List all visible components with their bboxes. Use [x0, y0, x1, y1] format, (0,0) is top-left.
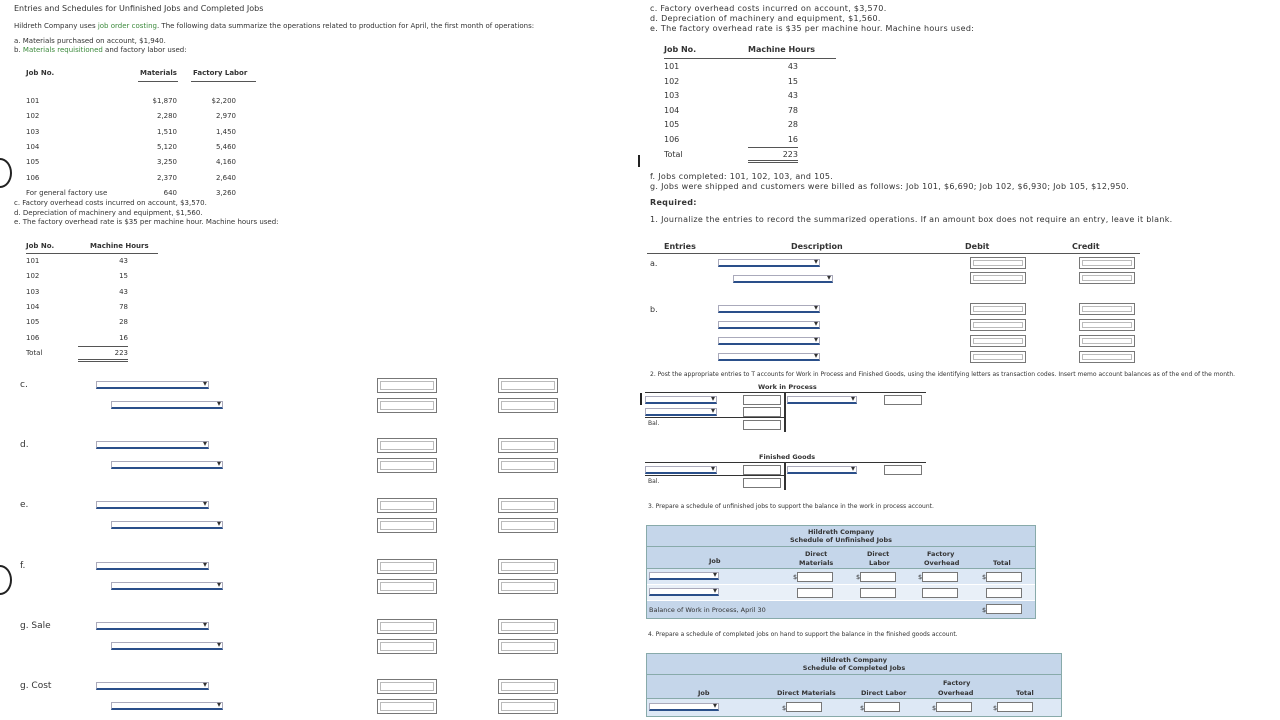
- table-row: [26, 257, 158, 267]
- cell-materials: 5,120: [156, 142, 177, 151]
- cell-job: 102: [664, 76, 680, 86]
- uj-col-dl-2: Labor: [869, 559, 890, 567]
- cell-job: 104: [26, 302, 40, 311]
- table-row: [26, 189, 256, 199]
- right-item-f: f. Jobs completed: 101, 102, 103, and 105.: [650, 172, 834, 181]
- total-row: [26, 349, 158, 359]
- debit-amount-input[interactable]: [377, 398, 437, 413]
- item-b-post: and factory labor used:: [102, 46, 187, 54]
- cell-job: 105: [26, 158, 40, 167]
- right-machine-hours-table: [664, 45, 836, 159]
- credit-amount-input[interactable]: [498, 498, 558, 513]
- entry-b-account-select-1[interactable]: [718, 305, 820, 313]
- uj-dollar: $: [982, 573, 987, 581]
- entry-label-1: d.: [20, 440, 29, 451]
- cell-hours: 43: [787, 91, 798, 101]
- credit-amount-input[interactable]: [498, 559, 558, 574]
- col-factory-labor: Factory Labor: [193, 69, 248, 77]
- debit-amount-input[interactable]: [377, 518, 437, 533]
- wip-debit-code-select-2[interactable]: [645, 408, 717, 416]
- intro-text: [14, 22, 534, 30]
- uj-total-input-1[interactable]: [986, 572, 1022, 582]
- entry-b-account-select-3[interactable]: [718, 337, 820, 345]
- table-row: [664, 135, 836, 145]
- entry-b-debit-input-1[interactable]: [970, 303, 1026, 315]
- table-row: [664, 62, 836, 72]
- left-edge-circle-icon: [0, 565, 12, 595]
- fg-balance-input[interactable]: [743, 478, 781, 488]
- job-order-costing-link[interactable]: job order costing: [97, 22, 157, 30]
- debit-account-select[interactable]: [96, 682, 209, 690]
- debit-amount-input[interactable]: [377, 679, 437, 694]
- entry-b-account-select-4[interactable]: [718, 353, 820, 361]
- divider-mark: [640, 393, 642, 405]
- cj-job-select-1[interactable]: [649, 703, 719, 711]
- cell-job: 103: [26, 127, 40, 136]
- debit-amount-input[interactable]: [377, 639, 437, 654]
- cell-factory-labor: 1,450: [215, 127, 236, 136]
- fg-debit-code-select[interactable]: [645, 466, 717, 474]
- uj-company: Hildreth Company: [807, 528, 875, 536]
- cell-factory-labor: 2,640: [215, 173, 236, 182]
- cell-job: 101: [664, 62, 680, 71]
- journal-col-credit: Credit: [1072, 242, 1100, 251]
- credit-amount-input[interactable]: [498, 679, 558, 694]
- entry-a-credit-debit-input[interactable]: [970, 272, 1026, 284]
- right-item-g: g. Jobs were shipped and customers were billed as follows: Job 101, $6,690; Job 102, $6,930; Job 105, $12,950.: [650, 182, 1130, 191]
- cell-job: 105: [664, 120, 680, 130]
- requirement-1: 1. Journalize the entries to record the summarized operations. If an amount box does not require an entry, leave it blank.: [650, 215, 1173, 224]
- credit-amount-input[interactable]: [498, 579, 558, 594]
- table-row: [26, 272, 158, 282]
- total-label: Total: [26, 348, 43, 357]
- debit-account-select[interactable]: [96, 622, 209, 630]
- cell-job: 102: [26, 272, 40, 281]
- left-item-e: e. The factory overhead rate is $35 per machine hour. Machine hours used:: [14, 218, 279, 226]
- left-machine-hours-table: [26, 242, 158, 357]
- credit-amount-input[interactable]: [498, 619, 558, 634]
- cell-factory-labor: 4,160: [215, 158, 236, 167]
- item-b-pre: b.: [14, 46, 23, 54]
- debit-amount-input[interactable]: [377, 438, 437, 453]
- cell-hours: 28: [787, 120, 798, 130]
- cell-job: 102: [26, 112, 40, 121]
- divider-mark: [638, 155, 640, 167]
- entry-a-debit-account-select[interactable]: [718, 259, 820, 267]
- cj-dl-input-1[interactable]: [864, 702, 900, 712]
- entry-label-4: g. Sale: [20, 620, 51, 631]
- credit-amount-input[interactable]: [498, 438, 558, 453]
- left-edge-circle-icon: [0, 158, 12, 188]
- cell-hours: 15: [119, 272, 128, 281]
- credit-account-select[interactable]: [111, 642, 223, 650]
- debit-amount-input[interactable]: [377, 699, 437, 714]
- cell-job: For general factory use: [26, 188, 108, 197]
- materials-table: [26, 69, 256, 197]
- entry-b-debit-input-3[interactable]: [970, 335, 1026, 347]
- table-row: [26, 158, 256, 168]
- credit-amount-input[interactable]: [498, 398, 558, 413]
- cell-job: 101: [26, 97, 40, 105]
- table-row: [26, 334, 158, 344]
- cell-job: 104: [664, 105, 680, 115]
- fg-title: Finished Goods: [759, 453, 816, 461]
- fg-bal-label: Bal.: [648, 478, 660, 485]
- entry-b-credit-input-4[interactable]: [1079, 351, 1135, 363]
- journal-col-description: Description: [791, 242, 843, 251]
- uj-col-dm-2: Materials: [799, 559, 834, 567]
- table-row: [26, 97, 256, 107]
- entry-label-a: a.: [650, 259, 658, 268]
- debit-amount-input[interactable]: [377, 559, 437, 574]
- credit-account-select[interactable]: [111, 401, 223, 409]
- fg-credit-amount-input[interactable]: [884, 465, 922, 475]
- requirement-3: 3. Prepare a schedule of unfinished jobs to support the balance in the work in process account.: [648, 503, 934, 510]
- credit-account-select[interactable]: [111, 582, 223, 590]
- uj-balance-label: Balance of Work in Process, April 30: [649, 606, 766, 614]
- cell-materials: 2,280: [156, 112, 177, 121]
- cj-fo-input-1[interactable]: [936, 702, 972, 712]
- cj-title: Schedule of Completed Jobs: [802, 664, 906, 672]
- page-title: Entries and Schedules for Unfinished Jobs and Completed Jobs: [14, 4, 264, 13]
- journal-col-entries: Entries: [664, 242, 696, 251]
- entry-label-2: e.: [20, 500, 29, 511]
- wip-title: Work in Process: [758, 383, 817, 391]
- cj-dollar: $: [782, 704, 787, 712]
- entry-b-debit-input-4[interactable]: [970, 351, 1026, 363]
- entry-b-account-select-2[interactable]: [718, 321, 820, 329]
- entry-label-b: b.: [650, 305, 658, 314]
- debit-account-select[interactable]: [96, 501, 209, 509]
- cell-factory-labor: $2,200: [211, 97, 236, 105]
- table-row: [26, 174, 256, 184]
- cell-job: 106: [26, 173, 40, 182]
- cj-dollar: $: [860, 704, 865, 712]
- cell-hours: 16: [787, 135, 798, 144]
- cell-factory-labor: 3,260: [215, 188, 236, 197]
- cell-materials: 3,250: [156, 158, 177, 167]
- table-row: [26, 318, 158, 328]
- uj-dollar: $: [982, 606, 987, 614]
- left-item-d: d. Depreciation of machinery and equipment, $1,560.: [14, 209, 203, 217]
- uj-total-input-2[interactable]: [986, 588, 1022, 598]
- entry-b-debit-input-2[interactable]: [970, 319, 1026, 331]
- requirement-4: 4. Prepare a schedule of completed jobs on hand to support the balance in the finished goods account.: [648, 631, 958, 638]
- cell-job: 103: [26, 287, 40, 296]
- cell-hours: 78: [119, 302, 128, 311]
- entry-label-0: c.: [20, 380, 28, 390]
- table-row: [26, 288, 158, 298]
- right-item-c: c. Factory overhead costs incurred on account, $3,570.: [650, 4, 887, 13]
- fg-debit-amount-input[interactable]: [743, 465, 781, 475]
- entry-b-credit-input-1[interactable]: [1079, 303, 1135, 315]
- uj-dm-input-1[interactable]: [797, 572, 833, 582]
- materials-requisitioned-link[interactable]: Materials requisitioned: [22, 46, 103, 54]
- credit-amount-input[interactable]: [498, 518, 558, 533]
- entry-b-credit-input-3[interactable]: [1079, 335, 1135, 347]
- table-row: [26, 303, 158, 313]
- total-hours: 223: [782, 149, 798, 159]
- uj-dl-input-2[interactable]: [860, 588, 896, 598]
- entry-label-3: f.: [20, 560, 26, 571]
- col-job-no: Job No.: [26, 69, 55, 77]
- cell-materials: 640: [163, 188, 177, 197]
- wip-debit-amount-input-2[interactable]: [743, 407, 781, 417]
- table-row: [664, 77, 836, 87]
- uj-col-fo-1: Factory: [927, 550, 955, 558]
- requirement-2: 2. Post the appropriate entries to T accounts for Work in Process and Finished Goods, using the identifying letters as transaction codes. Insert memo account balances as of the end of the month.: [650, 371, 1236, 378]
- cj-col-fo-2: Overhead: [938, 689, 974, 697]
- table-row: [26, 112, 256, 122]
- uj-job-select-1[interactable]: [649, 572, 719, 580]
- intro-post: . The following data summarize the operations related to production for April, the first month of operations:: [156, 22, 535, 30]
- cell-materials: 2,370: [156, 173, 177, 182]
- credit-amount-input[interactable]: [498, 378, 558, 393]
- col-materials: Materials: [140, 69, 177, 77]
- debit-amount-input[interactable]: [377, 498, 437, 513]
- credit-amount-input[interactable]: [498, 639, 558, 654]
- uj-job-select-2[interactable]: [649, 588, 719, 596]
- uj-dollar: $: [793, 573, 798, 581]
- intro-pre: Hildreth Company uses: [14, 22, 98, 30]
- cj-dollar: $: [993, 704, 998, 712]
- credit-amount-input[interactable]: [498, 699, 558, 714]
- uj-dl-input-1[interactable]: [860, 572, 896, 582]
- cj-col-fo-1: Factory: [943, 679, 971, 687]
- wip-credit-amount-input[interactable]: [884, 395, 922, 405]
- fg-credit-code-select[interactable]: [787, 466, 857, 474]
- cj-col-total: Total: [1016, 689, 1034, 697]
- entry-a-credit-input[interactable]: [1079, 272, 1135, 284]
- cell-job: 101: [26, 257, 40, 265]
- uj-col-fo-2: Overhead: [924, 559, 960, 567]
- uj-col-total: Total: [993, 559, 1011, 567]
- cell-materials: 1,510: [156, 127, 177, 136]
- cell-job: 105: [26, 318, 40, 327]
- uj-title: Schedule of Unfinished Jobs: [789, 536, 893, 544]
- rmh-col-job: Job No.: [664, 45, 697, 54]
- cell-factory-labor: 5,460: [215, 142, 236, 151]
- uj-col-dm-1: Direct: [805, 550, 828, 558]
- entry-a-debit-input[interactable]: [970, 257, 1026, 269]
- table-row: [664, 106, 836, 116]
- cj-col-job: Job: [698, 689, 710, 697]
- cell-job: 106: [664, 135, 680, 144]
- debit-amount-input[interactable]: [377, 619, 437, 634]
- uj-fo-input-2[interactable]: [922, 588, 958, 598]
- wip-debit-amount-input[interactable]: [743, 395, 781, 405]
- item-b: [14, 46, 187, 54]
- entry-a-credit-account-select[interactable]: [733, 275, 833, 283]
- right-item-e: e. The factory overhead rate is $35 per machine hour. Machine hours used:: [650, 24, 975, 33]
- debit-account-select[interactable]: [96, 381, 209, 389]
- debit-amount-input[interactable]: [377, 378, 437, 393]
- table-row: [664, 91, 836, 101]
- rmh-col-hours: Machine Hours: [748, 45, 816, 54]
- cell-hours: 16: [119, 333, 128, 342]
- required-heading: Required:: [650, 198, 697, 207]
- debit-account-select[interactable]: [96, 562, 209, 570]
- cell-factory-labor: 2,970: [215, 112, 236, 121]
- total-label: Total: [664, 149, 683, 159]
- uj-balance-input[interactable]: [986, 604, 1022, 614]
- debit-amount-input[interactable]: [377, 579, 437, 594]
- cell-hours: 28: [119, 318, 128, 327]
- cj-total-input-1[interactable]: [997, 702, 1033, 712]
- uj-dollar: $: [856, 573, 861, 581]
- cell-job: 103: [664, 91, 680, 101]
- credit-account-select[interactable]: [111, 521, 223, 529]
- wip-credit-code-select[interactable]: [787, 396, 857, 404]
- wip-debit-code-select[interactable]: [645, 396, 717, 404]
- completed-jobs-schedule: [646, 653, 1062, 717]
- uj-fo-input-1[interactable]: [922, 572, 958, 582]
- wip-balance-input[interactable]: [743, 420, 781, 430]
- uj-col-job: Job: [709, 557, 721, 565]
- right-item-d: d. Depreciation of machinery and equipment, $1,560.: [650, 14, 881, 23]
- credit-account-select[interactable]: [111, 702, 223, 710]
- cell-hours: 15: [787, 76, 798, 86]
- cell-hours: 43: [787, 62, 798, 71]
- journal-col-debit: Debit: [965, 242, 990, 251]
- table-row: [26, 128, 256, 138]
- total-hours: 223: [114, 348, 128, 357]
- cell-hours: 78: [787, 105, 798, 115]
- entry-b-credit-input-2[interactable]: [1079, 319, 1135, 331]
- uj-col-dl-1: Direct: [867, 550, 890, 558]
- table-row: [664, 120, 836, 130]
- cj-dm-input-1[interactable]: [786, 702, 822, 712]
- cj-col-dl: Direct Labor: [861, 689, 907, 697]
- debit-amount-input[interactable]: [377, 458, 437, 473]
- cj-col-dm: Direct Materials: [777, 689, 836, 697]
- mh-col-job: Job No.: [26, 242, 55, 250]
- credit-amount-input[interactable]: [498, 458, 558, 473]
- total-row: [664, 150, 836, 160]
- cell-job: 106: [26, 333, 40, 342]
- cell-materials: $1,870: [152, 97, 177, 105]
- uj-dm-input-2[interactable]: [797, 588, 833, 598]
- credit-account-select[interactable]: [111, 461, 223, 469]
- item-a: a. Materials purchased on account, $1,940.: [14, 37, 166, 45]
- cell-job: 104: [26, 142, 40, 151]
- cell-hours: 43: [119, 257, 128, 265]
- wip-bal-label: Bal.: [648, 420, 660, 427]
- uj-dollar: $: [918, 573, 923, 581]
- entry-a-debit-credit-input[interactable]: [1079, 257, 1135, 269]
- mh-col-hours: Machine Hours: [90, 242, 149, 250]
- left-item-c: c. Factory overhead costs incurred on account, $3,570.: [14, 199, 207, 207]
- cell-hours: 43: [119, 287, 128, 296]
- unfinished-jobs-schedule: [646, 525, 1036, 619]
- entry-label-5: g. Cost: [20, 681, 52, 691]
- cj-dollar: $: [932, 704, 937, 712]
- cj-company: Hildreth Company: [820, 656, 888, 664]
- debit-account-select[interactable]: [96, 441, 209, 449]
- table-row: [26, 143, 256, 153]
